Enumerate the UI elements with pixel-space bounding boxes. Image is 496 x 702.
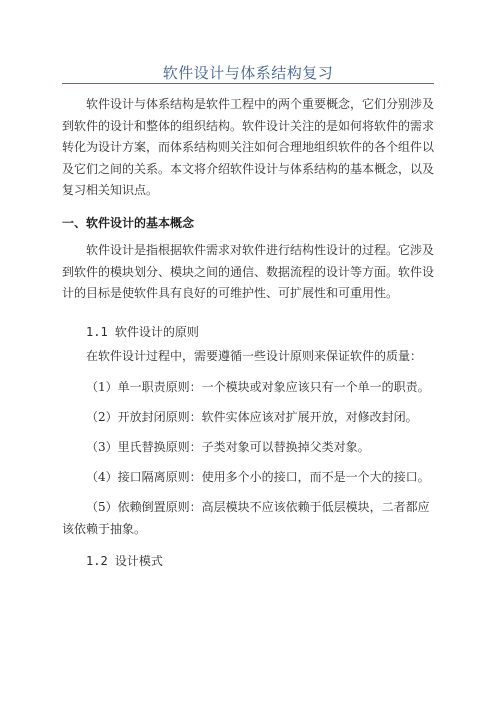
intro-paragraph: 软件设计与体系结构是软件工程中的两个重要概念，它们分别涉及到软件的设计和整体的组织结构。软件设计关注的是如何将软件的需求转化为设计方案，而体系结构则关注如何合理地组织软件的各个组件以及它们之间的关系。本文将介绍软件设计与体系结构的基本概念，以及复习相关知识点。 bbox=[62, 97, 435, 197]
design-principles-lead: 在软件设计过程中，需要遵循一些设计原则来保证软件的质量： bbox=[86, 349, 423, 363]
section-1-body: 软件设计是指根据软件需求对软件进行结构性设计的过程。它涉及到软件的模块划分、模块之间的通信、数据流程的设计等方面。软件设计的目标是使软件具有良好的可维护性、可扩展性和可重用性。 bbox=[62, 243, 435, 300]
section-1-heading: 一、软件设计的基本概念 bbox=[62, 216, 195, 230]
principle-item-4: （4）接口隔离原则：使用多个小的接口，而不是一个大的接口。 bbox=[86, 470, 430, 484]
subsection-1-1-heading: 1.1 软件设计的原则 bbox=[86, 325, 199, 339]
principle-item-1: （1）单一职责原则：一个模块或对象应该只有一个单一的职责。 bbox=[86, 380, 430, 394]
principle-item-5: （5）依赖倒置原则：高层模块不应该依赖于低层模块，二者都应该依赖于抽象。 bbox=[62, 500, 430, 536]
title-underline bbox=[62, 83, 434, 84]
document-title: 软件设计与体系结构复习 bbox=[162, 64, 334, 82]
principle-item-2: （2）开放封闭原则：软件实体应该对扩展开放，对修改封闭。 bbox=[86, 410, 418, 424]
principle-item-3: （3）里氏替换原则：子类对象可以替换掉父类对象。 bbox=[86, 440, 370, 454]
subsection-1-2-heading: 1.2 设计模式 bbox=[86, 554, 163, 568]
